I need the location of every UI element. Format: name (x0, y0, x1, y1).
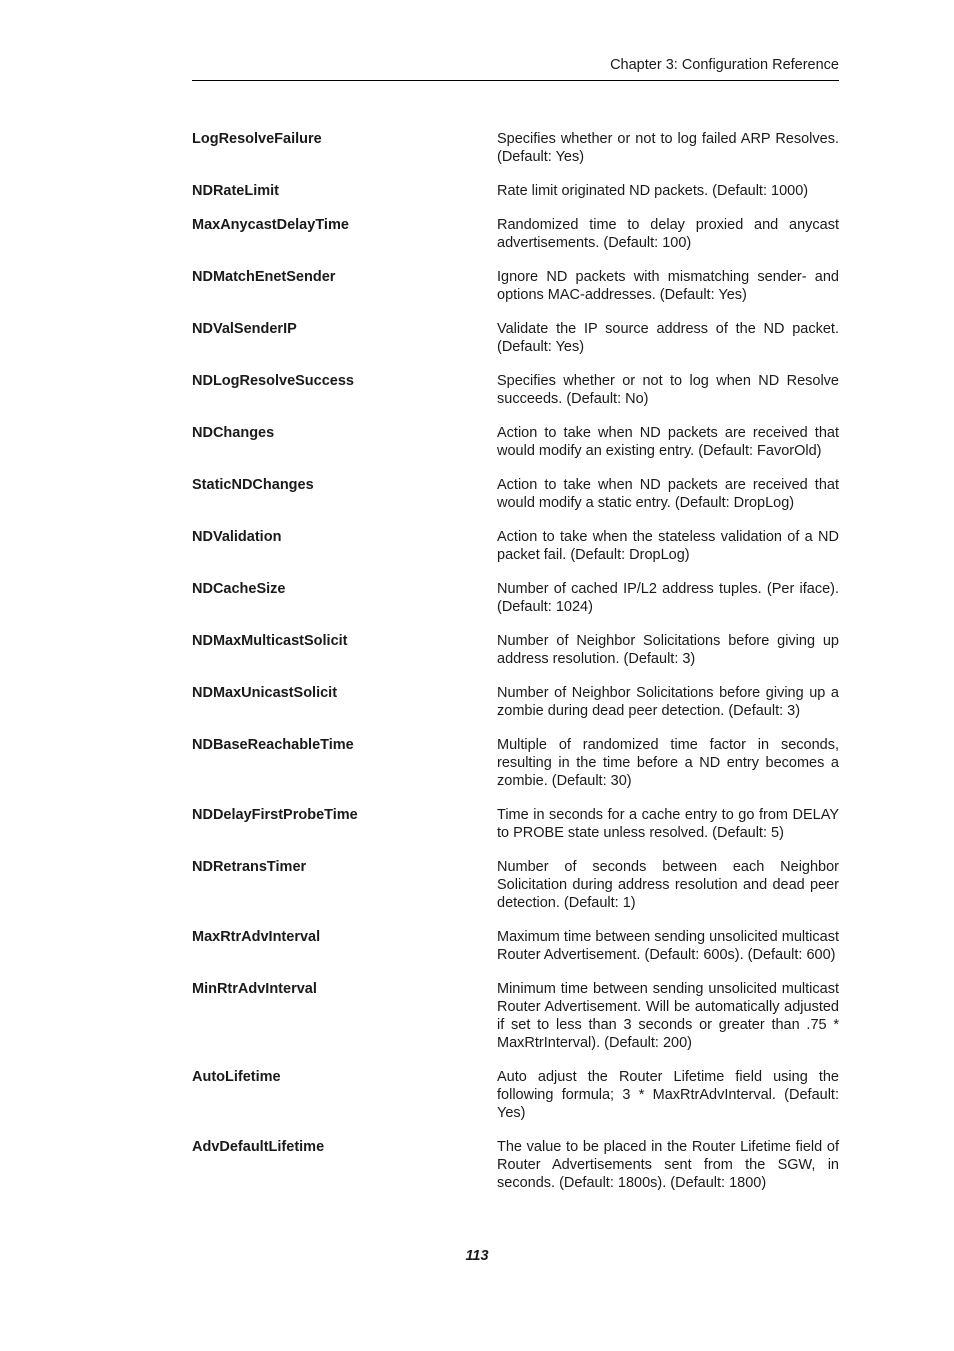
definition-row (192, 320, 839, 356)
parameter-description: Auto adjust the Router Lifetime field using the following formula; 3 * MaxRtrAdvInterval. (Default: Yes) (497, 1069, 839, 1121)
parameter-name: AdvDefaultLifetime (192, 1139, 325, 1155)
parameter-name: NDLogResolveSuccess (192, 373, 354, 389)
parameter-name: StaticNDChanges (192, 477, 314, 493)
parameter-description: Number of Neighbor Solicitations before giving up a zombie during dead peer detection. (Default: 3) (497, 685, 839, 719)
parameter-description: Randomized time to delay proxied and anycast advertisements. (Default: 100) (497, 217, 839, 251)
definition-row (192, 1138, 839, 1192)
parameter-name: NDMaxUnicastSolicit (192, 685, 338, 701)
parameter-name: NDMatchEnetSender (192, 269, 336, 285)
parameter-description: Number of seconds between each Neighbor Solicitation during address resolution and dead peer detection. (Default: 1) (497, 859, 839, 911)
definition-row (192, 858, 839, 912)
parameter-description: Time in seconds for a cache entry to go from DELAY to PROBE state unless resolved. (Default: 5) (497, 807, 839, 841)
parameter-description: Multiple of randomized time factor in seconds, resulting in the time before a ND entry becomes a zombie. (Default: 30) (497, 737, 839, 789)
definition-row (192, 182, 839, 200)
parameter-description: Ignore ND packets with mismatching sender- and options MAC-addresses. (Default: Yes) (497, 269, 839, 303)
parameter-name: AutoLifetime (192, 1069, 281, 1085)
parameter-description: Specifies whether or not to log when ND Resolve succeeds. (Default: No) (497, 373, 839, 407)
definition-row (192, 980, 839, 1052)
page-number: 113 (465, 1248, 489, 1264)
parameter-name: NDBaseReachableTime (192, 737, 354, 753)
parameter-name: MaxRtrAdvInterval (192, 929, 321, 945)
definition-row (192, 580, 839, 616)
parameter-name: MaxAnycastDelayTime (192, 217, 349, 233)
definition-row (192, 684, 839, 720)
parameter-name: NDDelayFirstProbeTime (192, 807, 358, 823)
definition-row (192, 372, 839, 408)
definition-list (192, 130, 839, 1208)
parameter-name: LogResolveFailure (192, 131, 322, 147)
definition-row (192, 736, 839, 790)
parameter-description: Action to take when ND packets are received that would modify a static entry. (Default: DropLog) (497, 477, 839, 511)
parameter-name: NDChanges (192, 425, 275, 441)
parameter-name: NDRetransTimer (192, 859, 307, 875)
definition-row (192, 476, 839, 512)
parameter-description: Number of cached IP/L2 address tuples. (Per iface). (Default: 1024) (497, 581, 839, 615)
definition-row (192, 424, 839, 460)
parameter-name: NDValidation (192, 529, 282, 545)
definition-row (192, 130, 839, 166)
parameter-description: Minimum time between sending unsolicited multicast Router Advertisement. Will be automatically adjusted if set to less than 3 seconds or greater than .75 * MaxRtrInterval). (Default: 200) (497, 981, 839, 1051)
parameter-description: Specifies whether or not to log failed ARP Resolves. (Default: Yes) (497, 131, 839, 165)
definition-row (192, 928, 839, 964)
parameter-description: Number of Neighbor Solicitations before giving up address resolution. (Default: 3) (497, 633, 839, 667)
definition-row (192, 528, 839, 564)
running-header (192, 55, 839, 81)
parameter-name: NDRateLimit (192, 183, 280, 199)
parameter-description: Validate the IP source address of the ND packet. (Default: Yes) (497, 321, 839, 355)
parameter-description: Action to take when the stateless validation of a ND packet fail. (Default: DropLog) (497, 529, 839, 563)
definition-row (192, 1068, 839, 1122)
definition-row (192, 216, 839, 252)
parameter-name: MinRtrAdvInterval (192, 981, 317, 997)
definition-row (192, 268, 839, 304)
chapter-title: Chapter 3: Configuration Reference (610, 57, 839, 73)
definition-row (192, 806, 839, 842)
parameter-description: Rate limit originated ND packets. (Default: 1000) (497, 183, 809, 199)
parameter-name: NDMaxMulticastSolicit (192, 633, 348, 649)
definition-row (192, 632, 839, 668)
parameter-description: Maximum time between sending unsolicited multicast Router Advertisement. (Default: 600s). (Default: 600) (497, 929, 839, 963)
parameter-name: NDValSenderIP (192, 321, 297, 337)
parameter-description: The value to be placed in the Router Lifetime field of Router Advertisements sent from the SGW, in seconds. (Default: 1800s). (Default: 1800) (497, 1139, 839, 1191)
parameter-name: NDCacheSize (192, 581, 286, 597)
parameter-description: Action to take when ND packets are received that would modify an existing entry. (Default: FavorOld) (497, 425, 839, 459)
